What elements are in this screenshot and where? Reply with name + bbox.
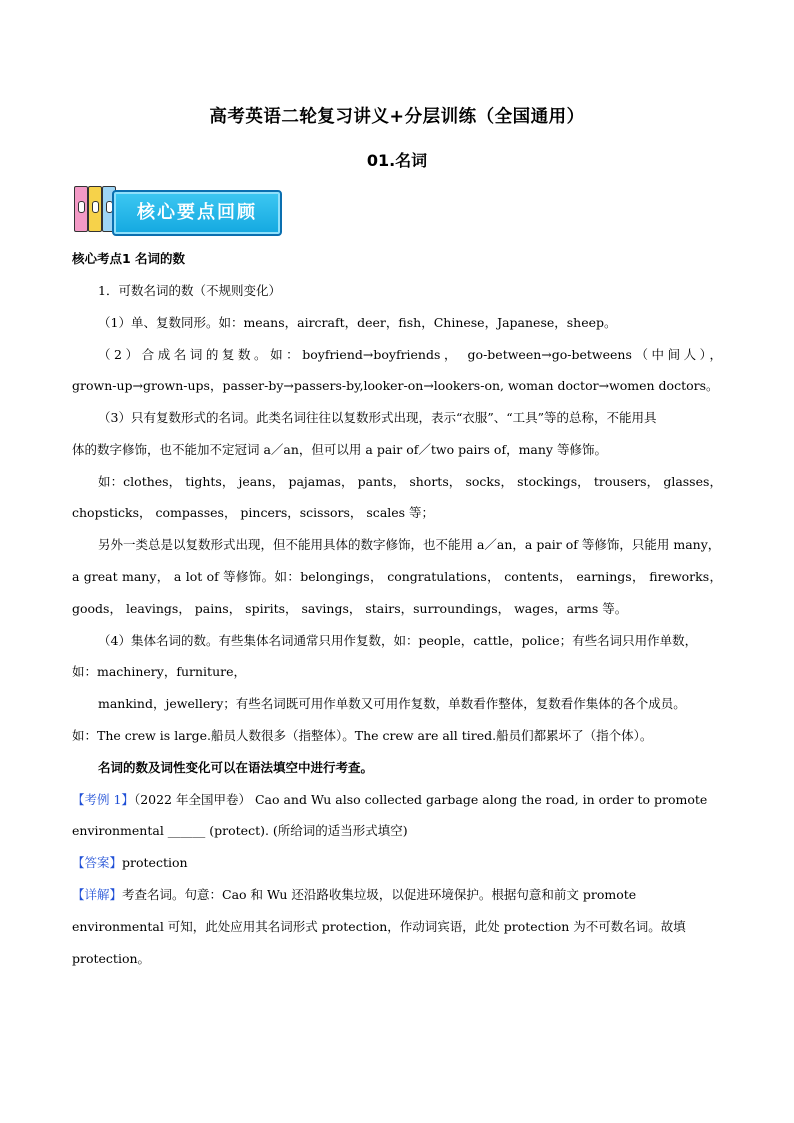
paragraph-line: environmental ______ (protect). (所给词的适当形式填空) bbox=[72, 823, 408, 838]
answer-text: protection bbox=[122, 855, 188, 870]
paragraph-line: chopsticks， compasses， pincers，scissors， scales 等； bbox=[72, 505, 435, 520]
explanation-line bbox=[72, 885, 732, 905]
paragraph-line: 另外一类总是以复数形式出现，但不能用具体的数字修饰，也不能用 a／an，a pair of 等修饰，只能用 many， bbox=[98, 537, 721, 552]
paragraph-line: protection。 bbox=[72, 951, 151, 966]
document-subtitle: 01.名词 bbox=[366, 151, 428, 170]
binder-icon bbox=[74, 186, 88, 232]
answer-line bbox=[72, 853, 732, 873]
example-line bbox=[72, 790, 732, 810]
paragraph-line: 如：clothes， tights， jeans， pajamas， pants， shorts， socks， stockings， trousers， glasses， bbox=[98, 474, 722, 489]
banner-box bbox=[112, 190, 282, 236]
example-tag: 【考例 1】 bbox=[72, 792, 134, 807]
paragraph-line: 如：The crew is large.船员人数很多（指整体）。The crew are all tired.船员们都累坏了（指个体）。 bbox=[72, 728, 653, 743]
paragraph-line: grown-up→grown-ups，passer-by→passers-by,looker-on→lookers-on, woman doctor→women doctors。 bbox=[72, 378, 719, 393]
section-banner bbox=[74, 186, 282, 236]
paragraph-line: environmental 可知，此处应用其名词形式 protection，作动词宾语，此处 protection 为不可数名词。故填 bbox=[72, 919, 686, 934]
paragraph-line: goods， leavings， pains， spirits， savings， stairs，surroundings， wages，arms 等。 bbox=[72, 601, 628, 616]
banner-label: 核心要点回顾 bbox=[137, 202, 257, 223]
paragraph-line: （1）单、复数同形。如：means，aircraft，deer，fish，Chinese，Japanese，sheep。 bbox=[98, 315, 617, 330]
emphasis-line: 名词的数及词性变化可以在语法填空中进行考查。 bbox=[98, 760, 374, 775]
section-heading: 核心考点1 名词的数 bbox=[72, 251, 186, 266]
paragraph-line: （2）合成名词的复数。如：boyfriend→boyfriends， go-between→go-betweens（中间人）， bbox=[98, 347, 722, 362]
paragraph-line: mankind，jewellery；有些名词既可用作单数又可用作复数，单数看作整体，复数看作集体的各个成员。 bbox=[98, 696, 686, 711]
paragraph-line: 如：machinery，furniture， bbox=[72, 664, 246, 679]
paragraph-line: 体的数字修饰，也不能加不定冠词 a／an，但可以用 a pair of／two pairs of，many 等修饰。 bbox=[72, 442, 607, 457]
example-text: （2022 年全国甲卷） Cao and Wu also collected garbage along the road, in order to promote bbox=[133, 792, 708, 807]
paragraph-line: （3）只有复数形式的名词。此类名词往往以复数形式出现，表示“衣服”、“工具”等的总称，不能用具 bbox=[98, 410, 657, 425]
document-title: 高考英语二轮复习讲义+分层训练（全国通用） bbox=[209, 107, 585, 127]
paragraph-line: 1．可数名词的数（不规则变化） bbox=[98, 283, 281, 298]
paragraph-line: a great many， a lot of 等修饰。如：belongings， congratulations， contents， earnings， fireworks， bbox=[72, 569, 722, 584]
answer-tag: 【答案】 bbox=[72, 855, 123, 870]
explanation-text: 考查名词。句意：Cao 和 Wu 还沿路收集垃圾，以促进环境保护。根据句意和前文 promote bbox=[122, 887, 637, 902]
paragraph-line: （4）集体名词的数。有些集体名词通常只用作复数，如：people，cattle，police；有些名词只用作单数， bbox=[98, 633, 698, 648]
binder-icon bbox=[88, 186, 102, 232]
explanation-tag: 【详解】 bbox=[72, 887, 123, 902]
